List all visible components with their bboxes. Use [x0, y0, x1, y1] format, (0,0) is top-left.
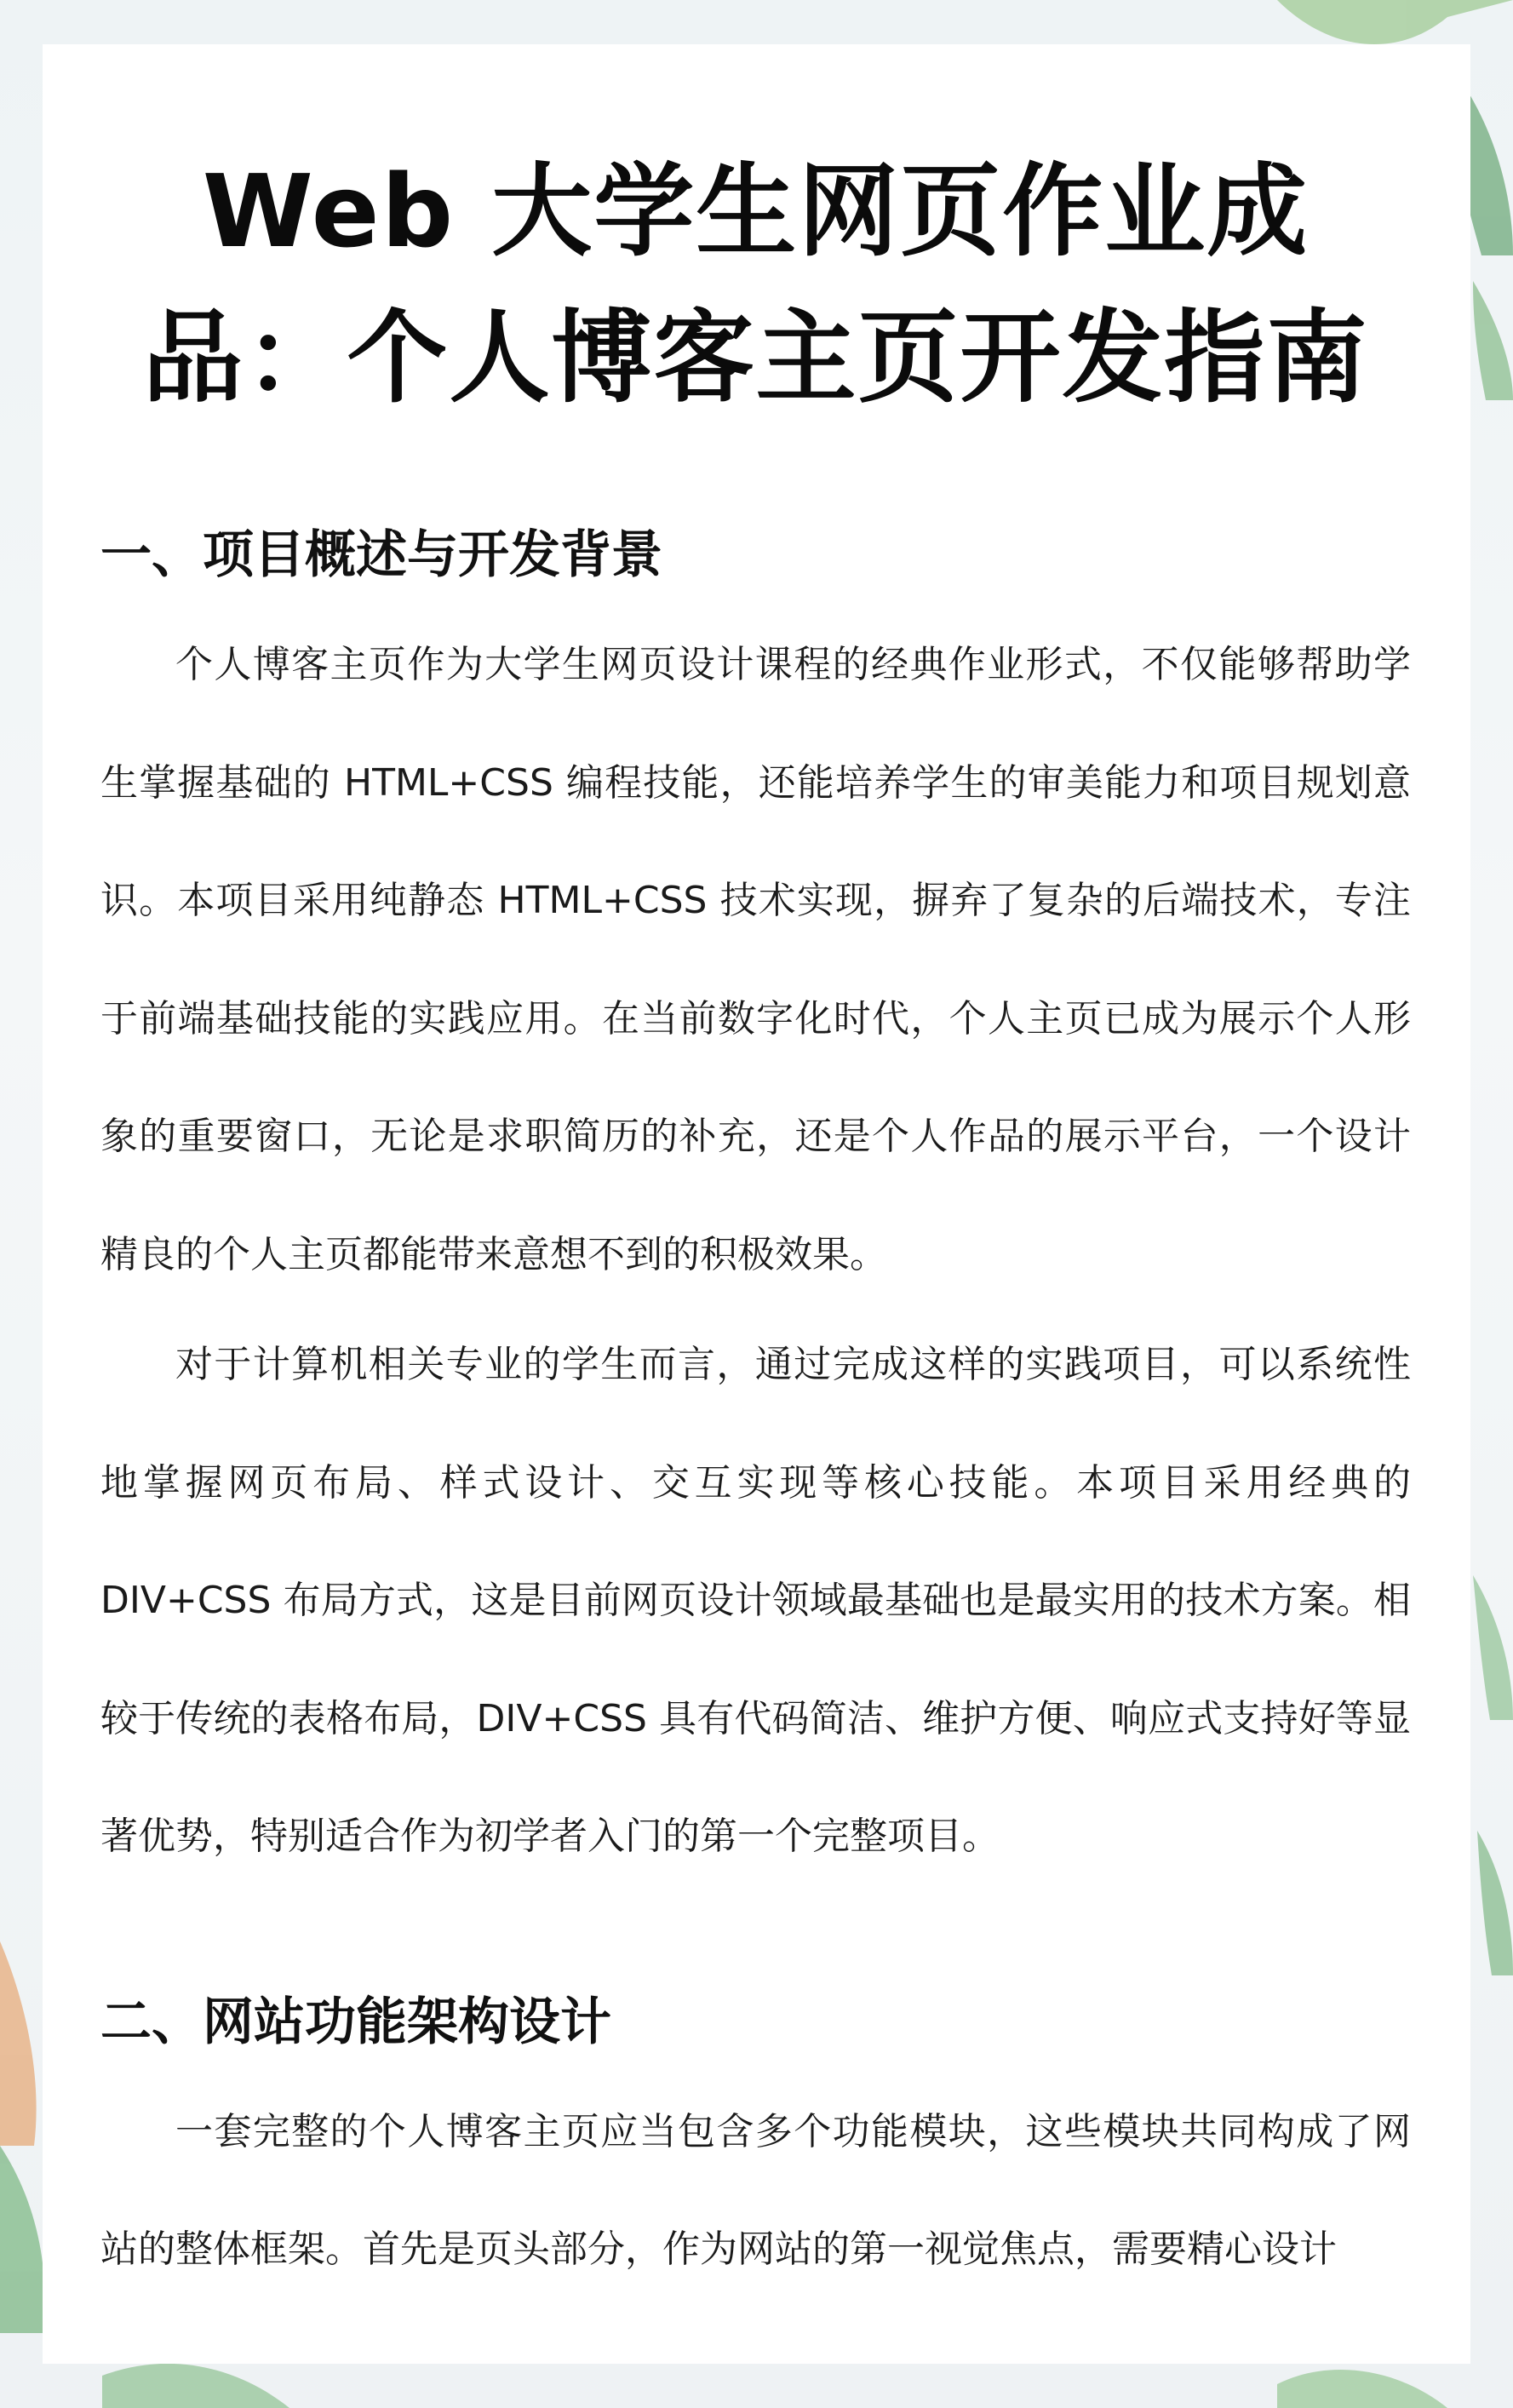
- section-heading: 二、网站功能架构设计: [100, 1992, 611, 2052]
- section-overview: [100, 521, 1411, 1896]
- leaf-icon: [1473, 1575, 1513, 1975]
- paragraph: 个人博客主页作为大学生网页设计课程的经典作业形式，不仅能够帮助学生掌握基础的 HTML+CSS 编程技能，还能培养学生的审美能力和项目规划意识。本项目采用纯静态 HTML+CSS 技术实现，摒弃了复杂的后端技术，专注于前端基础技能的实践应用。在当前数字化时代，个人主页已成为展示个人形象的重要窗口，无论是求职简历的补充，还是个人作品的展示平台，一个设计精良的个人主页都能带来意想不到的积极效果。: [100, 643, 1411, 1276]
- section-architecture: [100, 1988, 1411, 2309]
- document-card: [43, 44, 1470, 2364]
- section-heading: 一、项目概述与开发背景: [100, 525, 662, 585]
- paragraph: 对于计算机相关专业的学生而言，通过完成这样的实践项目，可以系统性地掌握网页布局、样式设计、交互实现等核心技能。本项目采用经典的DIV+CSS 布局方式，这是目前网页设计领域最基础也是最实用的技术方案。相较于传统的表格布局，DIV+CSS 具有代码简洁、维护方便、响应式支持好等显著优势，特别适合作为初学者入门的第一个完整项目。: [100, 1343, 1411, 1858]
- page-title: Web 大学生网页作业成品：个人博客主页开发指南: [142, 152, 1369, 416]
- paragraph: 一套完整的个人博客主页应当包含多个功能模块，这些模块共同构成了网站的整体框架。首先是页头部分，作为网站的第一视觉焦点，需要精心设计: [100, 2109, 1411, 2271]
